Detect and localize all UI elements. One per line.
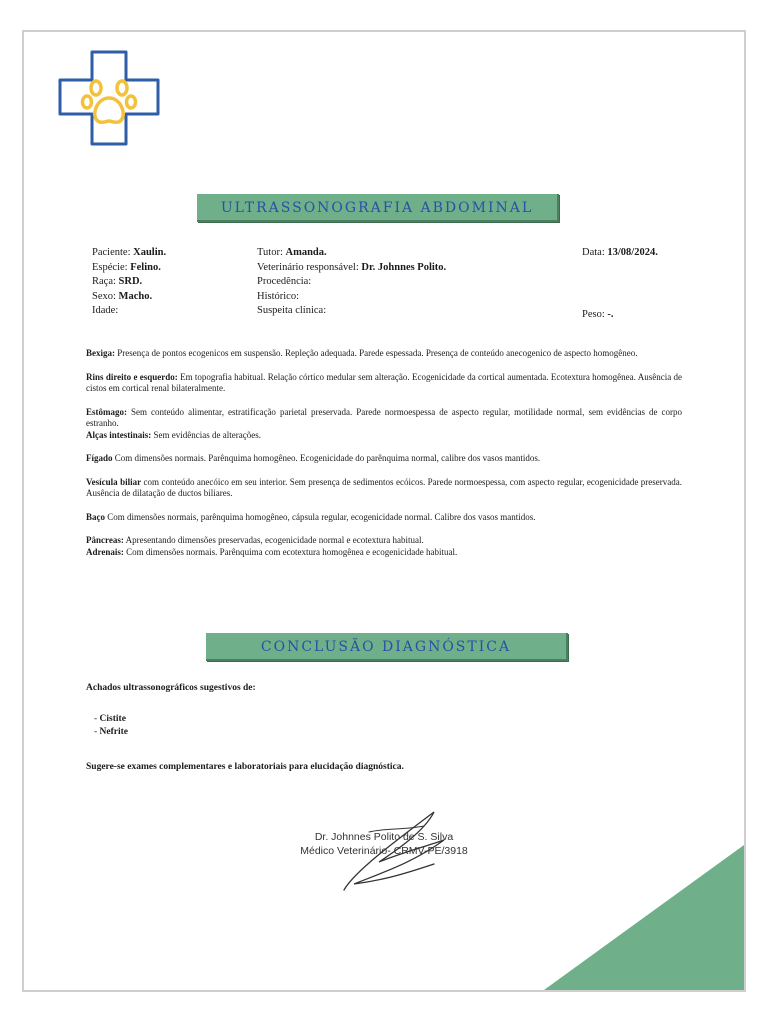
sexo-label: Sexo:: [92, 290, 116, 302]
finding-baco: [86, 512, 682, 524]
finding-pancreas: [86, 535, 682, 547]
finding-label: Alças intestinais:: [86, 429, 152, 440]
finding-label: Pâncreas:: [86, 535, 124, 545]
finding-estomago: [86, 407, 682, 430]
data-label: Data:: [582, 247, 605, 258]
finding-text: Com dimensões normais. Parênquima com ecotextura homogênea e ecogenicidade habitual.: [126, 546, 458, 557]
finding-label: Baço: [86, 511, 105, 522]
findings-section: [86, 348, 682, 558]
especie-label: Espécie:: [92, 261, 128, 273]
vet-value: Dr. Johnnes Polito.: [361, 261, 447, 273]
especie-row: [92, 261, 166, 276]
conclusion-title: CONCLUSÃO DIAGNÓSTICA: [206, 633, 568, 661]
finding-label: Vesícula biliar: [86, 476, 142, 487]
weight-info: [582, 308, 614, 323]
idade-label: Idade:: [92, 305, 119, 316]
paciente-label: Paciente:: [92, 247, 131, 258]
sexo-value: Macho.: [118, 290, 153, 302]
conclusion-intro: Achados ultrassonográficos sugestivos de:: [86, 683, 256, 693]
signature-block: [284, 802, 484, 902]
finding-label: Rins direito e esquerdo:: [86, 371, 178, 382]
finding-figado: [86, 453, 682, 465]
paciente-row: [92, 246, 166, 261]
cross-paw-logo-icon: [54, 46, 164, 150]
suspeita-row: [257, 304, 446, 319]
finding-label: Fígado: [86, 453, 113, 463]
historico-label: Histórico:: [257, 290, 299, 302]
finding-text: Com dimensões normais. Parênquima homogêneo. Ecogenicidade do parênquima normal, calibre dos vasos mantidos.: [114, 453, 541, 463]
vet-row: [257, 261, 446, 276]
tutor-info-column: [257, 246, 446, 319]
finding-label: Bexiga:: [86, 348, 115, 358]
finding-rins: [86, 372, 682, 395]
finding-text: Sem conteúdo alimentar, estratificação parietal preservada. Parede normoespessa de aspecto regular, motilidade normal, sem evidências de corpo estranho.: [86, 406, 682, 428]
procedencia-label: Procedência:: [257, 276, 312, 287]
diagnosis-item: Nefrite: [99, 727, 129, 737]
suspeita-label: Suspeita clínica:: [257, 305, 327, 316]
diagnosis-item: Cistite: [99, 714, 126, 724]
recommendation-text: Sugere-se exames complementares e laboratoriais para elucidação diagnóstica.: [86, 762, 404, 772]
report-page: [22, 30, 746, 992]
finding-text: Presença de pontos ecogenicos em suspensão. Repleção adequada. Parede espessada. Presença de conteúdo anecogenico de aspecto homogêneo.: [117, 348, 638, 358]
idade-row: [92, 304, 166, 319]
tutor-row: [257, 246, 446, 261]
historico-row: [257, 290, 446, 305]
patient-info-column: [92, 246, 166, 319]
finding-vesicula: [86, 477, 682, 500]
tutor-label: Tutor:: [257, 247, 283, 258]
raca-label: Raça:: [92, 276, 116, 287]
finding-alcas: [86, 430, 682, 442]
raca-row: [92, 275, 166, 290]
raca-value: SRD.: [118, 276, 143, 287]
signature-name: Dr. Johnnes Polito de S. Silva: [314, 831, 454, 843]
tutor-value: Amanda.: [285, 247, 327, 258]
procedencia-row: [257, 275, 446, 290]
data-value: 13/08/2024.: [607, 247, 658, 258]
especie-value: Felino.: [130, 261, 161, 273]
finding-bexiga: [86, 348, 682, 360]
finding-text: Em topografia habitual. Relação córtico medular sem alteração. Ecogenicidade da cortical aumentada. Ecotextura homogênea. Ausência de cistos em cortical renal bilateralmente.: [86, 371, 682, 393]
finding-text: Apresentando dimensões preservadas, ecogenicidade normal e ecotextura habitual.: [125, 535, 424, 545]
finding-label: Adrenais:: [86, 546, 124, 557]
finding-text: Com dimensões normais, parênquima homogêneo, cápsula regular, ecogenicidade normal. Calibre dos vasos mantidos.: [107, 511, 536, 522]
finding-label: Estômago:: [86, 406, 127, 417]
finding-text: Sem evidências de alterações.: [153, 429, 261, 440]
sexo-row: [92, 290, 166, 305]
conclusion-section: [86, 682, 682, 774]
corner-decoration: [544, 845, 744, 990]
vet-label: Veterinário responsável:: [257, 261, 359, 273]
report-title: ULTRASSONOGRAFIA ABDOMINAL: [197, 194, 559, 222]
finding-adrenais: [86, 547, 682, 559]
diagnosis-list: [86, 713, 682, 739]
peso-value: -.: [607, 309, 614, 320]
date-info: [582, 246, 658, 261]
finding-text: com conteúdo anecóico em seu interior. Sem presença de sedimentos ecóicos. Parede normoespessa, com aspecto regular, ecogenicidade preservada. Ausência de dilatação de ductos biliares.: [86, 476, 682, 498]
paciente-value: Xaulin.: [133, 247, 167, 258]
peso-label: Peso:: [582, 309, 605, 320]
signature-role: Médico Veterinário- CRMV-PE/3918: [300, 845, 468, 857]
